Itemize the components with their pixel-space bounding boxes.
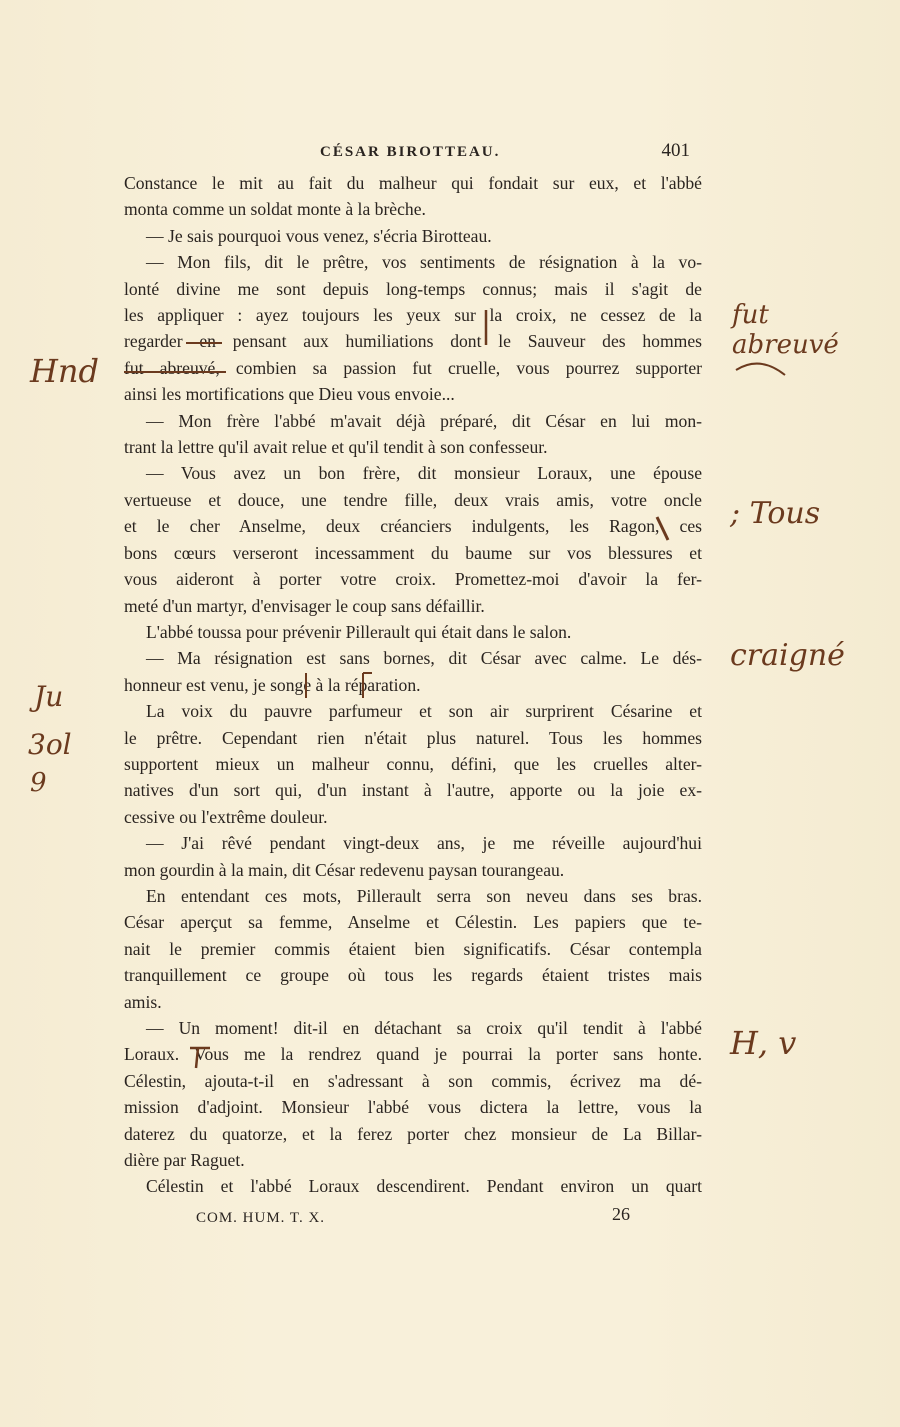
signature-number: 26 xyxy=(612,1204,630,1224)
insertion-caret xyxy=(363,673,372,698)
text-line: nait le premier commis étaient bien significatifs. César contempla xyxy=(124,938,702,959)
margin-note-left: 3ol xyxy=(28,728,72,761)
text-line: L'abbé toussa pour prévenir Pillerault qui était dans le salon. xyxy=(146,621,572,642)
slash-mark xyxy=(657,517,668,540)
margin-note-right: H, v xyxy=(730,1024,797,1062)
text-line: mission d'adjoint. Monsieur l'abbé vous dictera la lettre, vous la xyxy=(124,1097,702,1118)
text-line: honneur est venu, je songe à la réparation. xyxy=(124,674,421,695)
margin-note-right: ; Tous xyxy=(730,496,821,531)
text-line: bons cœurs verseront incessamment du baume sur vos blessures et xyxy=(124,542,702,563)
page-number: 401 xyxy=(661,140,690,161)
text-line: daterez du quatorze, et la ferez porter chez monsieur de La Billar- xyxy=(124,1123,702,1144)
text-line: et le cher Anselme, deux créanciers indulgents, les Ragon, ces xyxy=(124,516,702,537)
text-line: — Mon fils, dit le prêtre, vos sentiments de résignation à la vo- xyxy=(146,252,702,273)
text-line: tranquillement ce groupe où tous les regards étaient tristes mais xyxy=(124,965,702,986)
text-line: natives d'un sort qui, d'un instant à l'autre, apporte ou la joie ex- xyxy=(124,780,702,801)
text-line: les appliquer : ayez toujours les yeux sur la croix, ne cessez de la xyxy=(124,305,702,326)
text-line: le prêtre. Cependant rien n'était plus naturel. Tous les hommes xyxy=(124,727,702,748)
text-line: Constance le mit au fait du malheur qui fondait sur eux, et l'abbé xyxy=(124,173,702,193)
margin-note-left: Hnd xyxy=(30,352,99,390)
text-line: Célestin et l'abbé Loraux descendirent. Pendant environ un quart xyxy=(146,1176,702,1197)
text-line: mon gourdin à la main, dit César redevenu paysan tourangeau. xyxy=(124,859,565,880)
text-line: trant la lettre qu'il avait relue et qu'il tendit à son confesseur. xyxy=(124,437,548,458)
text-line: La voix du pauvre parfumeur et son air surprirent Césarine et xyxy=(146,701,702,722)
text-line: regarder en pensant aux humiliations dont le Sauveur des hommes xyxy=(124,331,702,352)
text-line: — Je sais pourquoi vous venez, s'écria Birotteau. xyxy=(146,225,492,246)
text-line: lonté divine me sont depuis long-temps connus; mais il s'agit de xyxy=(124,278,702,299)
margin-note-right: fut abreuvé xyxy=(732,300,839,360)
text-line: vertueuse et douce, une tendre fille, deux vrais amis, votre oncle xyxy=(124,489,702,510)
text-line: César aperçut sa femme, Anselme et Célestin. Les papiers que te- xyxy=(124,912,702,933)
text-line: — J'ai rêvé pendant vingt-deux ans, je me réveille aujourd'hui xyxy=(146,833,702,854)
text-line: ainsi les mortifications que Dieu vous envoie... xyxy=(124,384,455,405)
text-line: fut abreuvé, combien sa passion fut cruelle, vous pourrez supporter xyxy=(124,357,702,378)
text-line: — Un moment! dit-il en détachant sa croix qu'il tendit à l'abbé xyxy=(146,1018,702,1038)
text-line: cessive ou l'extrême douleur. xyxy=(124,806,328,827)
text-line: amis. xyxy=(124,991,162,1012)
guide-line xyxy=(736,364,785,375)
signature-mark: COM. HUM. T. X. xyxy=(196,1210,326,1226)
text-line: monta comme un soldat monte à la brèche. xyxy=(124,199,426,220)
text-line: Célestin, ajouta-t-il en s'adressant à son commis, écrivez ma dé- xyxy=(124,1070,702,1091)
margin-note-right: craigné xyxy=(730,638,845,673)
text-line: En entendant ces mots, Pillerault serra son neveu dans ses bras. xyxy=(146,885,702,906)
text-line: vous aideront à porter votre croix. Promettez-moi d'avoir la fer- xyxy=(124,569,702,590)
text-line: dière par Raguet. xyxy=(124,1150,245,1171)
text-line: — Vous avez un bon frère, dit monsieur Loraux, une épouse xyxy=(146,463,702,484)
insertion-mark xyxy=(190,1048,210,1068)
text-line: — Mon frère l'abbé m'avait déjà préparé, dit César en lui mon- xyxy=(146,410,702,431)
text-line: — Ma résignation est sans bornes, dit César avec calme. Le dés- xyxy=(146,648,702,669)
text-line: meté d'un martyr, d'envisager le coup sans défaillir. xyxy=(124,595,485,616)
margin-note-left: Ju xyxy=(34,680,64,713)
text-line: supportent mieux un malheur connu, défini, que les cruelles alter- xyxy=(124,753,702,774)
running-title: CÉSAR BIROTTEAU. xyxy=(320,144,501,160)
text-line: Loraux. Vous me la rendrez quand je pourrai la porter sans honte. xyxy=(124,1044,702,1065)
margin-note-left: 9 xyxy=(30,768,47,798)
